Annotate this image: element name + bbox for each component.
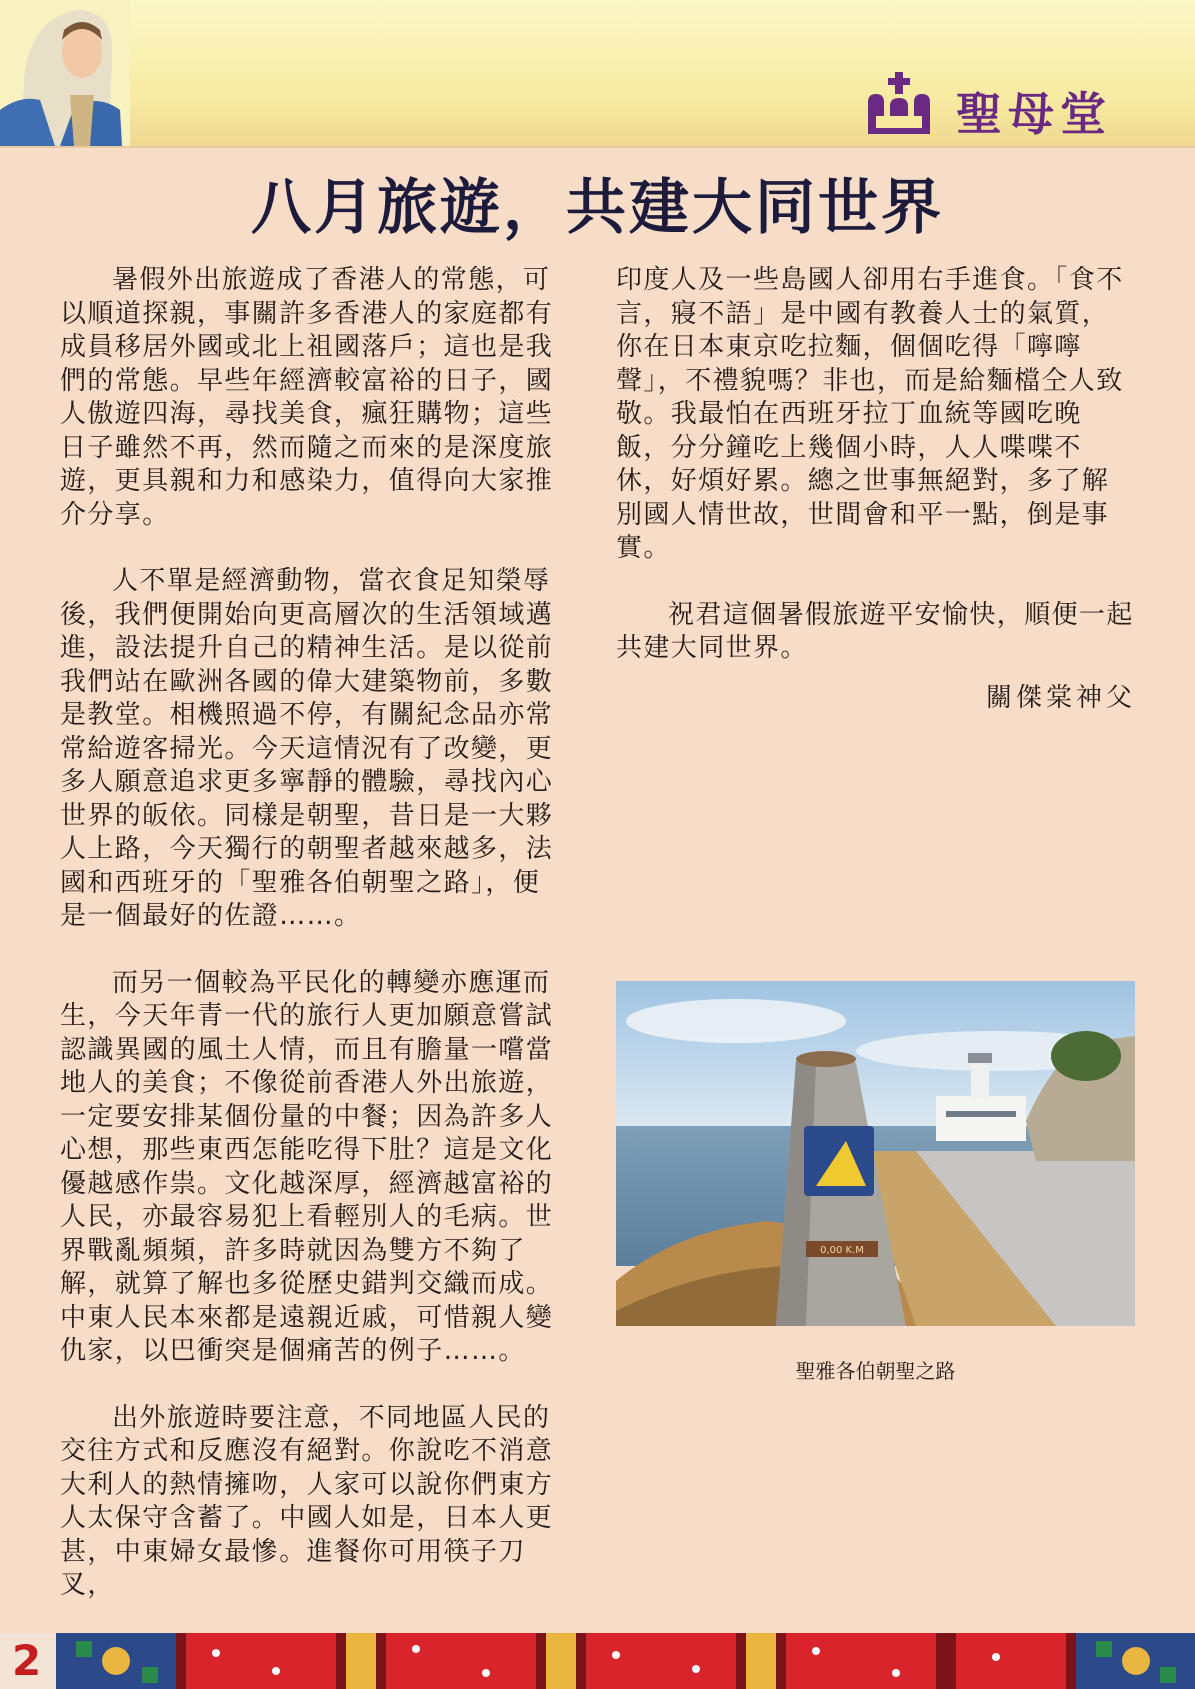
article-right-column xyxy=(616,264,1136,699)
article-paragraph: 人不單是經濟動物，當衣食足知榮辱後，我們便開始向更高層次的生活領域邁進，設法提升自己的精神生活。是以從前我們站在歐洲各國的偉大建築物前，多數是教堂。相機照過不停，有關紀念品亦常常給遊客掃光。今天這情況有了改變，更多人願意追求更多寧靜的體驗，尋找內心世界的皈依。同樣是朝聖，昔日是一大夥人上路，今天獨行的朝聖者越來越多，法國和西班牙的「聖雅各伯朝聖之路」，便是一個最好的佐證……。 xyxy=(60,566,554,931)
camino-photo xyxy=(616,981,1135,1326)
article-paragraph: 暑假外出旅遊成了香港人的常態，可以順道探親，事關許多香港人的家庭都有成員移居外國或北上祖國落戶；這也是我們的常態。早些年經濟較富裕的日子，國人傲遊四海，尋找美食，瘋狂購物；這些日子雖然不再，然而隨之而來的是深度旅遊，更具親和力和感染力，值得向大家推介分享。 xyxy=(60,265,554,530)
photo-caption: 聖雅各伯朝聖之路 xyxy=(795,1359,956,1383)
article-paragraph: 祝君這個暑假旅遊平安愉快，順便一起共建大同世界。 xyxy=(616,599,1134,663)
stained-glass-image xyxy=(56,1633,1195,1689)
article-paragraph: 出外旅遊時要注意，不同地區人民的交往方式和反應沒有絕對。你說吃不消意大利人的熱情擁吻，人家可以說你們東方人太保守含蓄了。中國人如是，日本人更甚，中東婦女最慘。進餐你可用筷子刀叉， xyxy=(60,1402,554,1600)
article-paragraph: 而另一個較為平民化的轉變亦應運而生，今天年青一代的旅行人更加願意嘗試認識異國的風土人情，而且有膽量一嚐當地人的美食；不像從前香港人外出旅遊，一定要安排某個份量的中餐；因為許多人心想，那些東西怎能吃得下肚？這是文化優越感作祟。文化越深厚，經濟越富裕的人民，亦最容易犯上看輕別人的毛病。世界戰亂頻頻，許多時就因為雙方不夠了解，就算了解也多從歷史錯判交織而成。中東人民本來都是遠親近戚，可惜親人變仇家，以巴衝突是個痛苦的例子……。 xyxy=(60,967,554,1366)
article-title: 八月旅遊，共建大同世界 xyxy=(251,173,944,243)
church-name: 聖母堂 xyxy=(956,87,1112,141)
article-paragraph: 印度人及一些島國人卻用右手進食。「食不言，寢不語」是中國有教養人士的氣質，你在日本東京吃拉麵，個個吃得「嚀嚀聲」，不禮貌嗎？非也，而是給麵檔仝人致敬。我最怕在西班牙拉丁血統等國吃晚飯，分分鐘吃上幾個小時，人人喋喋不休，好煩好累。總之世事無絕對，多了解別國人情世故，世間會和平一點，倒是事實。 xyxy=(616,265,1124,563)
marker-text: 0,00 K.M xyxy=(820,1245,864,1256)
article-left-column xyxy=(60,264,566,1636)
church-logo-icon xyxy=(866,72,934,134)
virgin-mary-image xyxy=(0,0,130,146)
page-number: 2 xyxy=(12,1636,42,1685)
article-author: 關傑棠神父 xyxy=(985,683,1136,713)
